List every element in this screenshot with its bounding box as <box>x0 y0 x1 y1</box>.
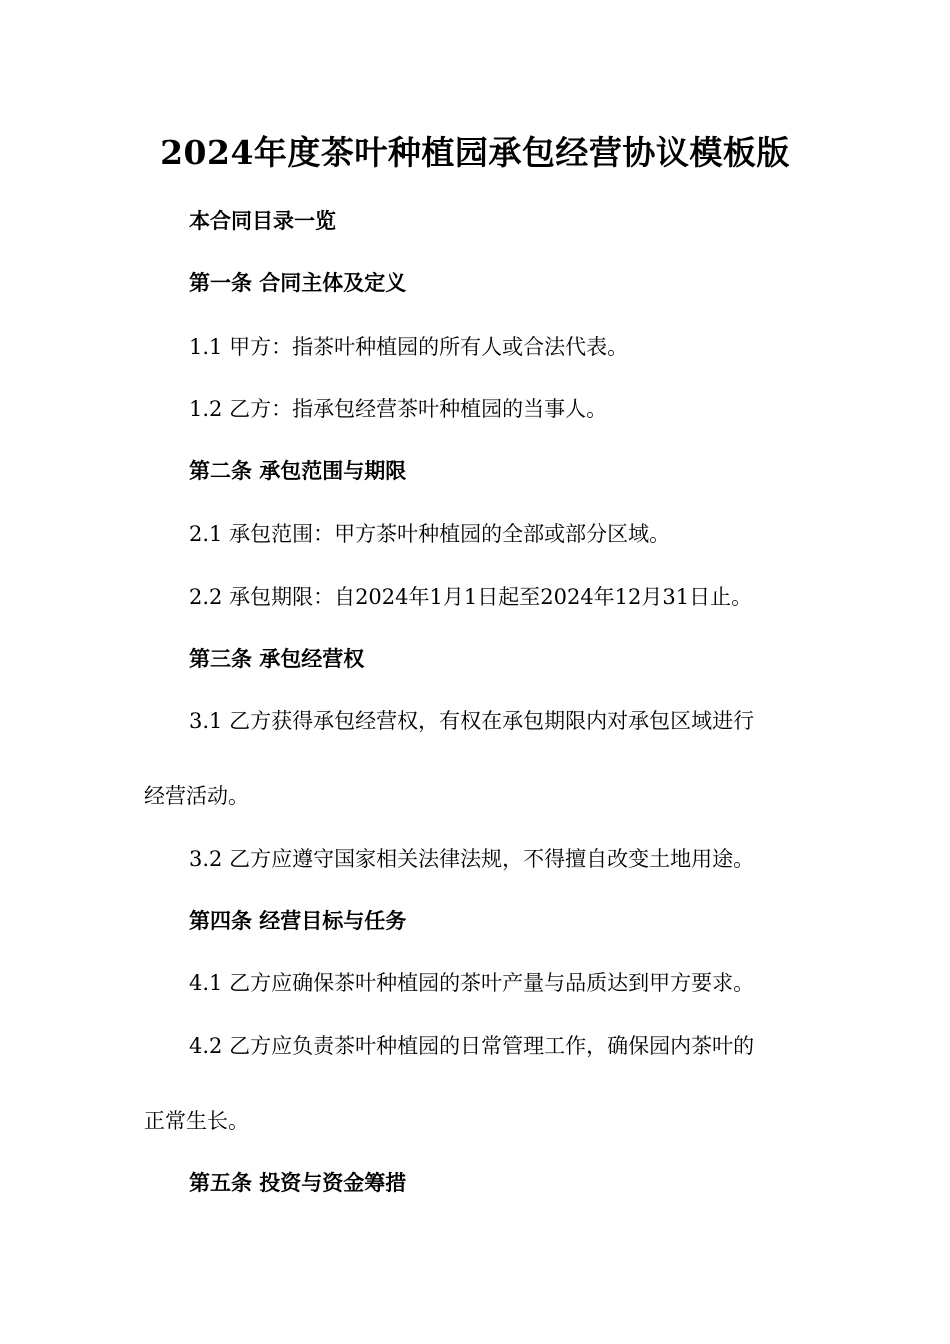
article-2-heading: 第二条 承包范围与期限 <box>189 458 407 483</box>
clause-4-2-continued: 正常生长。 <box>144 1109 249 1133</box>
document-title: 2024年度茶叶种植园承包经营协议模板版 <box>160 133 790 172</box>
article-1-heading: 第一条 合同主体及定义 <box>189 270 407 295</box>
article-4-heading: 第四条 经营目标与任务 <box>189 908 407 933</box>
clause-3-1-continued: 经营活动。 <box>144 784 249 808</box>
clause-1-2: 1.2 乙方：指承包经营茶叶种植园的当事人。 <box>189 397 608 421</box>
clause-1-1: 1.1 甲方：指茶叶种植园的所有人或合法代表。 <box>189 335 629 359</box>
clause-2-1: 2.1 承包范围：甲方茶叶种植园的全部或部分区域。 <box>189 522 671 546</box>
clause-3-2: 3.2 乙方应遵守国家相关法律法规，不得擅自改变土地用途。 <box>189 847 755 871</box>
clause-4-1: 4.1 乙方应确保茶叶种植园的茶叶产量与品质达到甲方要求。 <box>189 971 755 995</box>
clause-4-2: 4.2 乙方应负责茶叶种植园的日常管理工作，确保园内茶叶的 <box>189 1034 755 1058</box>
clause-2-2: 2.2 承包期限：自2024年1月1日起至2024年12月31日止。 <box>189 585 753 609</box>
article-5-heading: 第五条 投资与资金筹措 <box>189 1170 407 1195</box>
toc-heading: 本合同目录一览 <box>189 208 336 233</box>
clause-3-1: 3.1 乙方获得承包经营权，有权在承包期限内对承包区域进行 <box>189 709 755 733</box>
article-3-heading: 第三条 承包经营权 <box>189 646 365 671</box>
